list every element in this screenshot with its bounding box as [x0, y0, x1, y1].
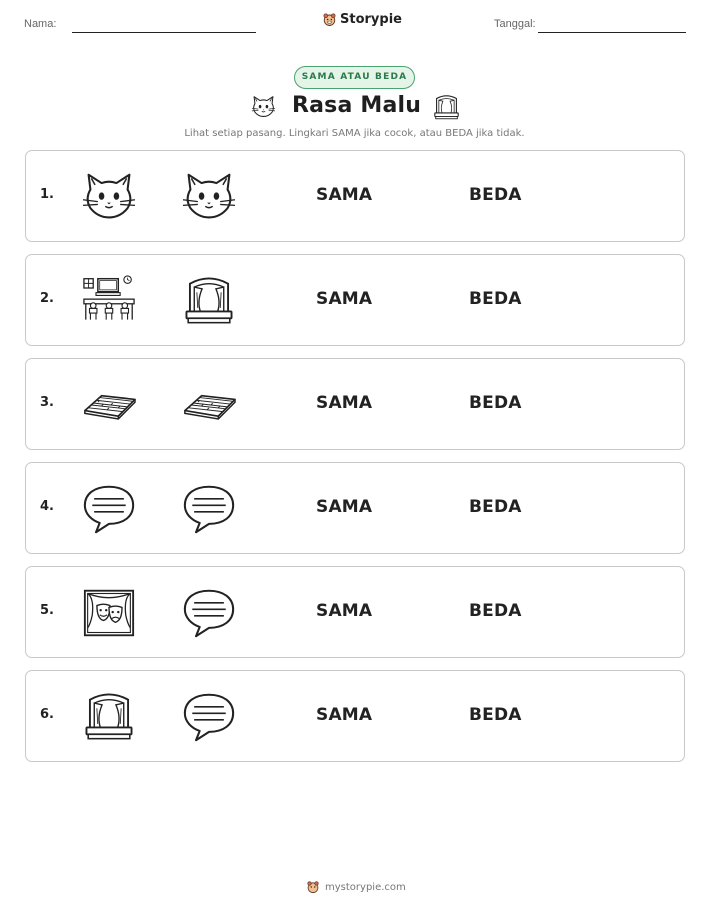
same-option[interactable]: SAMA [316, 289, 373, 309]
date-underline [538, 32, 686, 33]
mascot-icon [322, 12, 337, 27]
row-number: 6. [40, 707, 54, 722]
theater-masks-icon [81, 587, 137, 639]
row-number: 2. [40, 291, 54, 306]
different-option[interactable]: BEDA [469, 705, 522, 725]
row-number: 1. [40, 187, 54, 202]
page-title: Rasa Malu [292, 93, 422, 118]
speech-bubble-icon [181, 691, 237, 743]
speech-bubble-icon [181, 483, 237, 535]
footer [306, 880, 406, 894]
stage-icon [181, 275, 237, 327]
speech-bubble-icon [81, 483, 137, 535]
exercise-row-2 [25, 254, 685, 346]
date-label: Tanggal: [494, 18, 536, 30]
name-label: Nama: [24, 18, 57, 30]
footer-site[interactable]: mystorypie.com [325, 881, 406, 893]
row-number: 3. [40, 395, 54, 410]
brand-logo [322, 12, 402, 27]
cat-icon [181, 171, 237, 223]
exercise-row-3 [25, 358, 685, 450]
different-option[interactable]: BEDA [469, 393, 522, 413]
brand-name: Storypie [340, 12, 402, 27]
cat-icon [250, 95, 277, 119]
instructions: Lihat setiap pasang. Lingkari SAMA jika cocok, atau BEDA jika tidak. [184, 128, 525, 139]
exercise-row-1 [25, 150, 685, 242]
exercise-row-6 [25, 670, 685, 762]
stage-icon [433, 94, 460, 121]
cat-icon [81, 171, 137, 223]
same-option[interactable]: SAMA [316, 185, 373, 205]
different-option[interactable]: BEDA [469, 601, 522, 621]
exercise-row-5 [25, 566, 685, 658]
name-underline [72, 32, 256, 33]
mascot-icon [306, 880, 320, 894]
different-option[interactable]: BEDA [469, 185, 522, 205]
date-field[interactable] [494, 18, 536, 30]
same-option[interactable]: SAMA [316, 601, 373, 621]
row-number: 4. [40, 499, 54, 514]
stage-icon [81, 691, 137, 743]
wooden-floor-icon [81, 379, 137, 431]
name-field[interactable] [24, 18, 56, 30]
different-option[interactable]: BEDA [469, 497, 522, 517]
speech-bubble-icon [181, 587, 237, 639]
exercise-row-4 [25, 462, 685, 554]
classroom-icon [81, 275, 137, 327]
wooden-floor-icon [181, 379, 237, 431]
different-option[interactable]: BEDA [469, 289, 522, 309]
same-option[interactable]: SAMA [316, 497, 373, 517]
same-option[interactable]: SAMA [316, 393, 373, 413]
title-row [0, 92, 709, 124]
row-number: 5. [40, 603, 54, 618]
same-option[interactable]: SAMA [316, 705, 373, 725]
worksheet-type-badge: SAMA ATAU BEDA [294, 66, 415, 89]
